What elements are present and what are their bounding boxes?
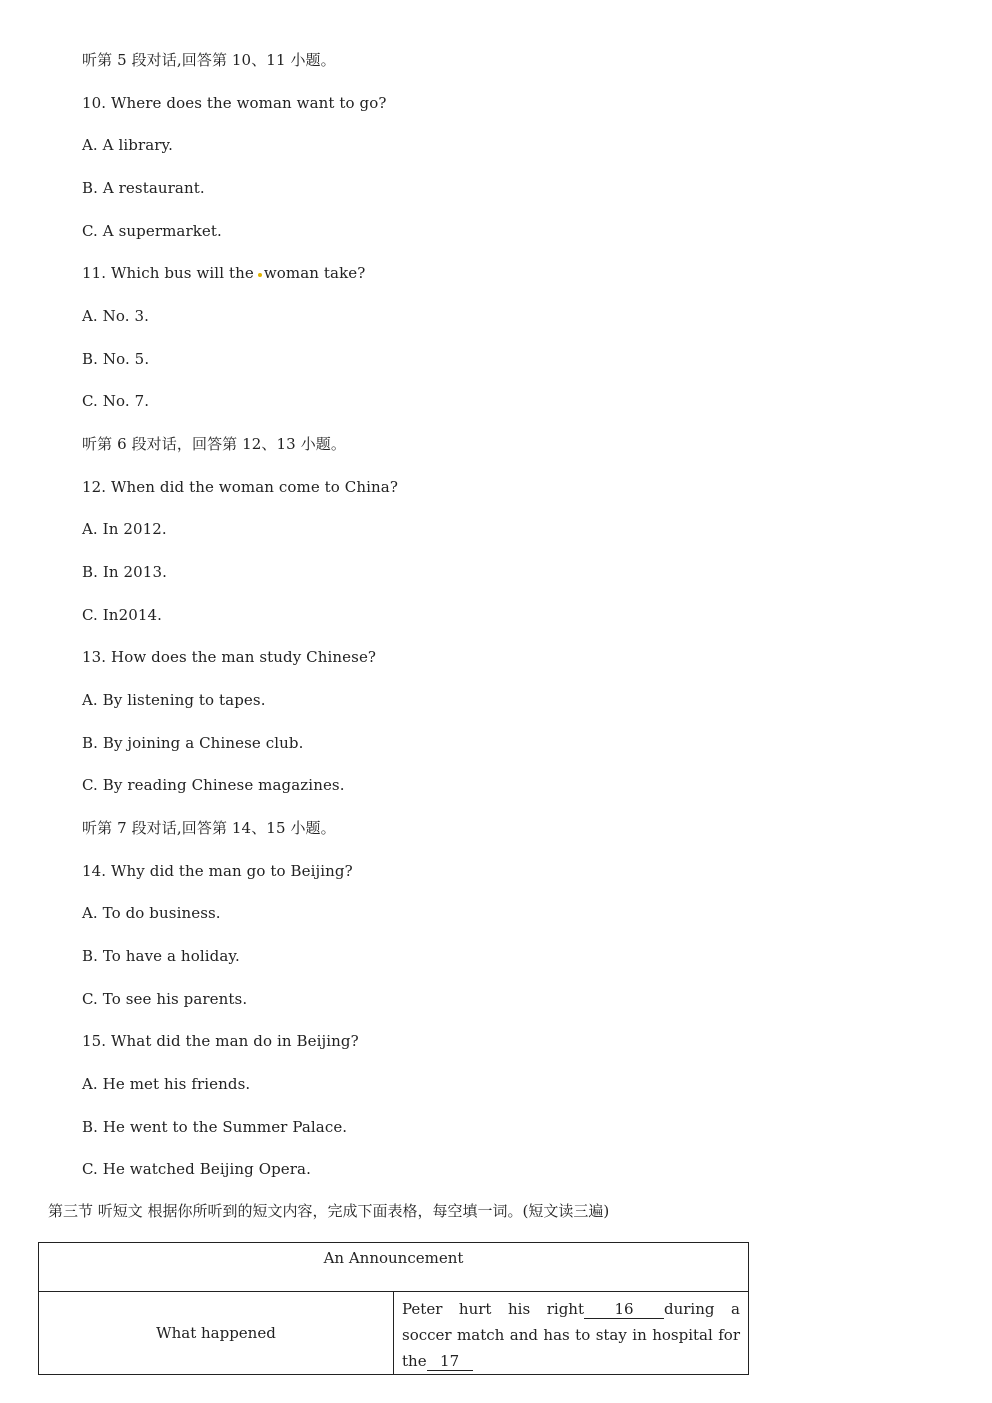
option-14a: A. To do business. (82, 904, 221, 922)
option-11a: A. No. 3. (82, 307, 150, 325)
option-10c: C. A supermarket. (82, 222, 222, 240)
dialogue-7-instruction: 听第 7 段对话,回答第 14、15 小题。 (82, 819, 336, 837)
option-15b: B. He went to the Summer Palace. (82, 1118, 348, 1136)
question-12: 12. When did the woman come to China? (82, 478, 398, 496)
table-title: An Announcement (39, 1243, 749, 1292)
table-row (39, 1292, 749, 1375)
option-12b: B. In 2013. (82, 563, 167, 581)
question-10: 10. Where does the woman want to go? (82, 94, 387, 112)
question-14: 14. Why did the man go to Beijing? (82, 862, 353, 880)
blank-17: 17 (427, 1352, 473, 1371)
question-11 (82, 263, 365, 283)
option-14c: C. To see his parents. (82, 990, 248, 1008)
option-15c: C. He watched Beijing Opera. (82, 1160, 311, 1178)
announcement-table (38, 1242, 749, 1375)
table-header-row (39, 1243, 749, 1292)
option-12a: A. In 2012. (82, 520, 167, 538)
blank-16: 16 (584, 1300, 664, 1319)
question-11-part1: 11. Which bus will the (82, 264, 254, 282)
section-3-heading: 第三节 听短文 根据你所听到的短文内容，完成下面表格，每空填一词。(短文读三遍) (48, 1202, 610, 1220)
row-detail-what-happened (394, 1292, 749, 1375)
detail-text-b: during a soccer match and has to stay in hospital for the (402, 1300, 740, 1370)
option-15a: A. He met his friends. (82, 1075, 251, 1093)
option-13c: C. By reading Chinese magazines. (82, 776, 345, 794)
option-10a: A. A library. (82, 136, 173, 154)
option-12c: C. In2014. (82, 606, 163, 624)
dialogue-6-instruction: 听第 6 段对话，回答第 12、13 小题。 (82, 435, 346, 453)
detail-text-a: Peter hurt his right (402, 1300, 584, 1318)
row-label-what-happened: What happened (39, 1292, 394, 1375)
edit-mark-dot (258, 273, 262, 277)
option-13a: A. By listening to tapes. (82, 691, 266, 709)
dialogue-5-instruction: 听第 5 段对话,回答第 10、11 小题。 (82, 51, 336, 69)
option-10b: B. A restaurant. (82, 179, 205, 197)
question-13: 13. How does the man study Chinese? (82, 648, 377, 666)
option-11b: B. No. 5. (82, 350, 150, 368)
option-14b: B. To have a holiday. (82, 947, 240, 965)
option-11c: C. No. 7. (82, 392, 150, 410)
option-13b: B. By joining a Chinese club. (82, 734, 304, 752)
question-11-part2: woman take? (263, 264, 366, 282)
question-15: 15. What did the man do in Beijing? (82, 1032, 359, 1050)
